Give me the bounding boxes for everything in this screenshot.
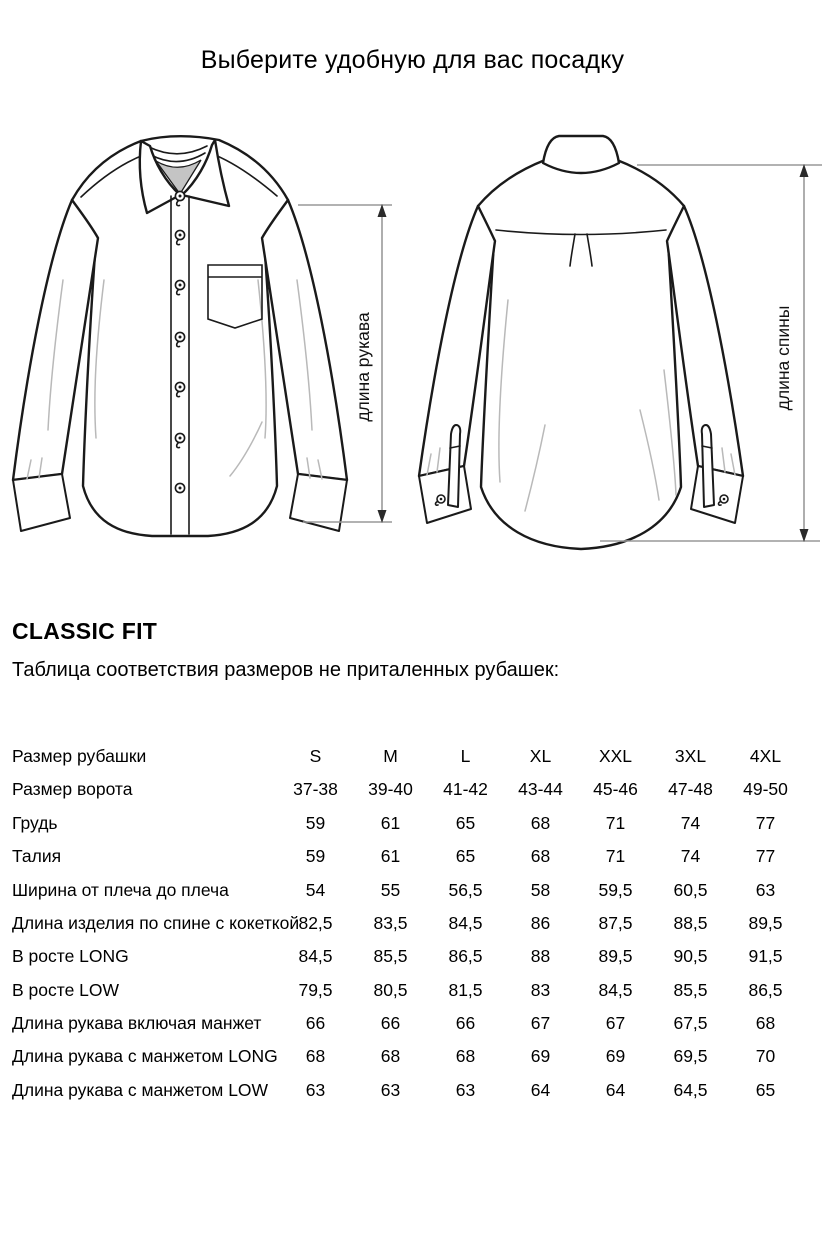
size-value-cell: 63	[380, 1079, 401, 1100]
row-label: Ширина от плеча до плеча	[12, 879, 229, 900]
size-value-cell: 90,5	[673, 946, 708, 967]
size-value-cell: 45-46	[593, 779, 638, 800]
size-value-cell: 59,5	[598, 879, 633, 900]
row-label: Длина рукава с манжетом LOW	[12, 1079, 269, 1100]
size-value-cell: 68	[380, 1046, 401, 1067]
row-label: Размер ворота	[12, 779, 133, 800]
size-value-cell: 84,5	[448, 912, 483, 933]
shirt-diagram	[0, 130, 825, 560]
size-value-cell: 88	[530, 946, 551, 967]
page-title: Выберите удобную для вас посадку	[200, 46, 625, 74]
size-value-cell: 39-40	[368, 779, 413, 800]
size-value-cell: 66	[305, 1013, 326, 1034]
size-value-cell: 55	[380, 879, 401, 900]
size-value-cell: 86,5	[748, 979, 783, 1000]
size-value-cell: 65	[455, 812, 476, 833]
size-table-row	[0, 807, 803, 840]
size-table-row	[0, 874, 803, 907]
row-label: В росте LOW	[12, 979, 120, 1000]
size-value-cell: 64,5	[673, 1079, 708, 1100]
size-table-row	[0, 940, 803, 973]
back-length-label: длина спины	[773, 305, 793, 411]
size-table-row	[0, 840, 803, 873]
size-column-header: XXL	[598, 745, 633, 766]
back-collar	[543, 136, 619, 173]
size-value-cell: 69	[605, 1046, 626, 1067]
section-subtitle: Таблица соответствия размеров не приталенных рубашек:	[12, 659, 560, 681]
size-value-cell: 65	[755, 1079, 776, 1100]
row-label: Длина рукава с манжетом LONG	[12, 1046, 278, 1067]
size-table-row	[0, 1007, 803, 1040]
size-column-header: XL	[529, 745, 552, 766]
arrow-up-icon	[378, 204, 387, 217]
size-value-cell: 85,5	[673, 979, 708, 1000]
row-label: В росте LONG	[12, 946, 129, 967]
size-value-cell: 37-38	[293, 779, 338, 800]
size-table-row	[0, 974, 803, 1007]
size-value-cell: 86,5	[448, 946, 483, 967]
size-value-cell: 68	[530, 846, 551, 867]
size-value-cell: 70	[755, 1046, 776, 1067]
size-value-cell: 82,5	[298, 912, 333, 933]
size-value-cell: 63	[305, 1079, 326, 1100]
shirt-back-drawing	[419, 136, 743, 549]
size-table-row	[0, 1041, 803, 1074]
size-value-cell: 56,5	[448, 879, 483, 900]
row-label: Грудь	[12, 812, 58, 833]
front-left-cuff	[13, 474, 70, 531]
size-value-cell: 59	[305, 812, 326, 833]
row-label: Талия	[12, 846, 62, 867]
size-value-cell: 69,5	[673, 1046, 708, 1067]
size-value-cell: 47-48	[668, 779, 713, 800]
arrow-up-icon	[800, 164, 809, 177]
size-value-cell: 80,5	[373, 979, 408, 1000]
size-value-cell: 43-44	[518, 779, 563, 800]
row-label: Длина изделия по спине с кокеткой	[12, 912, 300, 933]
size-value-cell: 59	[305, 846, 326, 867]
size-value-cell: 86	[530, 912, 551, 933]
size-value-cell: 83	[530, 979, 551, 1000]
size-value-cell: 77	[755, 846, 776, 867]
size-value-cell: 68	[305, 1046, 326, 1067]
size-value-cell: 71	[605, 846, 626, 867]
size-value-cell: 68	[755, 1013, 776, 1034]
size-value-cell: 65	[455, 846, 476, 867]
size-column-header: 4XL	[749, 745, 782, 766]
size-value-cell: 67	[530, 1013, 551, 1034]
size-value-cell: 60,5	[673, 879, 708, 900]
size-value-cell: 68	[455, 1046, 476, 1067]
size-value-cell: 67,5	[673, 1013, 708, 1034]
row-label: Размер рубашки	[12, 745, 147, 766]
size-value-cell: 87,5	[598, 912, 633, 933]
size-column-header: L	[460, 745, 471, 766]
size-value-cell: 71	[605, 812, 626, 833]
size-value-cell: 63	[455, 1079, 476, 1100]
size-column-header: 3XL	[674, 745, 707, 766]
size-value-cell: 64	[530, 1079, 551, 1100]
sleeve-length-label: длина рукава	[353, 312, 373, 422]
size-column-header: M	[383, 745, 398, 766]
size-value-cell: 81,5	[448, 979, 483, 1000]
size-value-cell: 84,5	[598, 979, 633, 1000]
size-value-cell: 74	[680, 846, 701, 867]
size-value-cell: 68	[530, 812, 551, 833]
size-value-cell: 54	[305, 879, 326, 900]
arrow-down-icon	[800, 529, 809, 542]
size-value-cell: 74	[680, 812, 701, 833]
size-table-header-row	[0, 740, 803, 773]
size-value-cell: 85,5	[373, 946, 408, 967]
size-value-cell: 58	[530, 879, 551, 900]
row-label: Длина рукава включая манжет	[12, 1013, 262, 1034]
size-value-cell: 67	[605, 1013, 626, 1034]
size-table-row	[0, 773, 803, 806]
back-body-outline	[478, 160, 684, 549]
size-value-cell: 77	[755, 812, 776, 833]
size-value-cell: 66	[380, 1013, 401, 1034]
size-value-cell: 79,5	[298, 979, 333, 1000]
size-value-cell: 41-42	[443, 779, 488, 800]
size-value-cell: 88,5	[673, 912, 708, 933]
size-value-cell: 61	[380, 812, 401, 833]
size-table	[0, 740, 803, 1107]
section-heading: CLASSIC FIT	[12, 618, 158, 644]
size-value-cell: 66	[455, 1013, 476, 1034]
arrow-down-icon	[378, 510, 387, 523]
size-value-cell: 89,5	[748, 912, 783, 933]
size-value-cell: 83,5	[373, 912, 408, 933]
size-table-row	[0, 1074, 803, 1107]
size-value-cell: 89,5	[598, 946, 633, 967]
size-value-cell: 49-50	[743, 779, 788, 800]
size-column-header: S	[309, 745, 322, 766]
size-value-cell: 84,5	[298, 946, 333, 967]
size-value-cell: 61	[380, 846, 401, 867]
size-guide-page	[0, 45, 825, 1107]
shirt-front-drawing	[13, 136, 347, 536]
size-value-cell: 63	[755, 879, 776, 900]
size-value-cell: 64	[605, 1079, 626, 1100]
size-table-row	[0, 907, 803, 940]
size-value-cell: 69	[530, 1046, 551, 1067]
size-value-cell: 91,5	[748, 946, 783, 967]
